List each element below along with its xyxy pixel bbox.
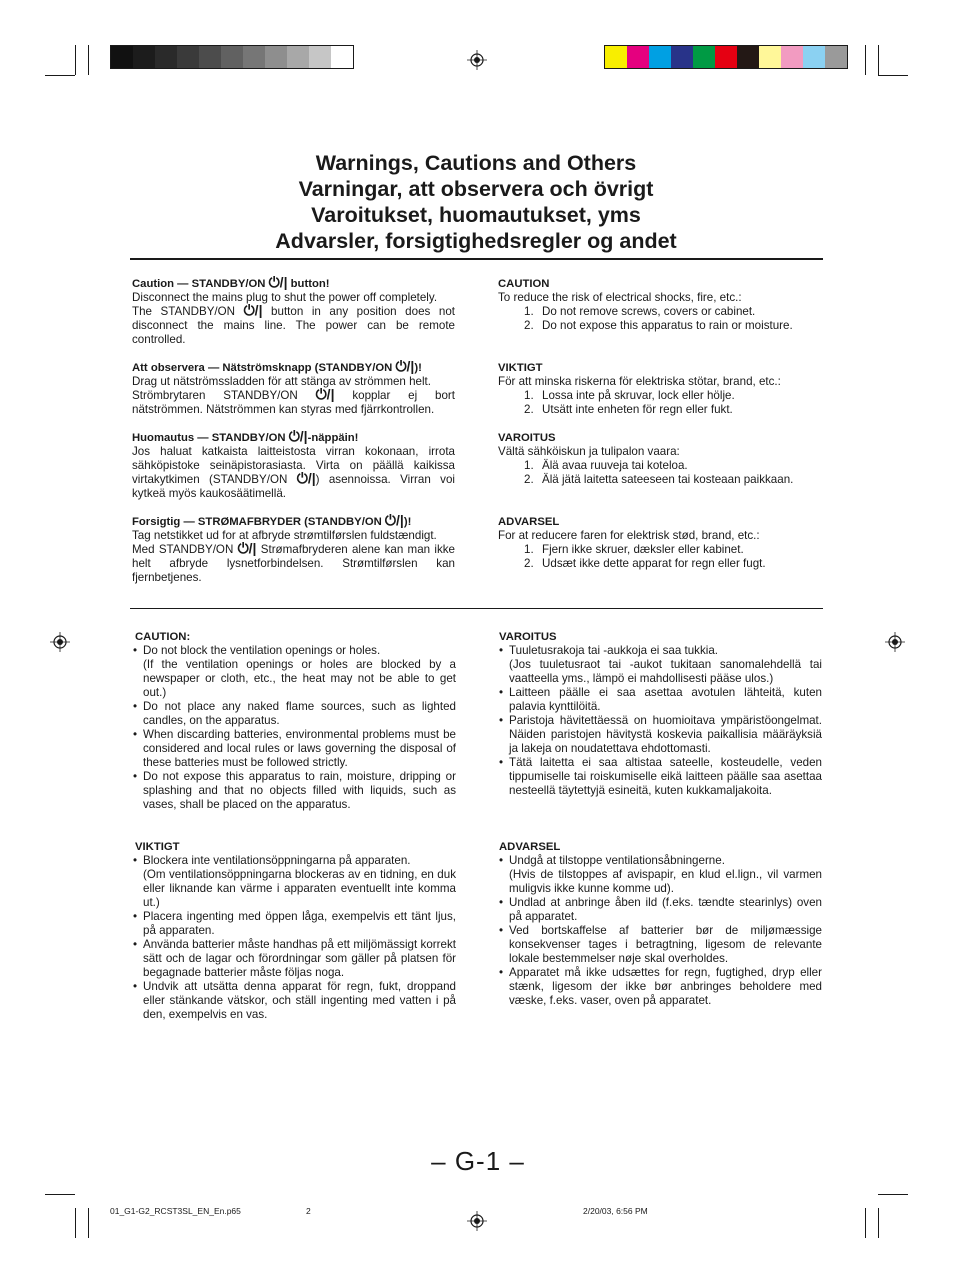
list-item: • Undgå at tilstoppe ventilationsåbningerne. [499, 854, 725, 867]
registration-mark-icon [50, 632, 70, 652]
standby-on-icon: ⏻/| [395, 358, 415, 374]
gray-swatch [177, 46, 199, 68]
standby-on-icon: ⏻/| [243, 302, 263, 318]
list-item: • Do not place any naked flame sources, such as lighted candles, on the apparatus. [133, 700, 456, 727]
gray-swatch [309, 46, 331, 68]
crop-mark [88, 45, 89, 75]
list-item: • Ved bortskaffelse af batterier bør de miljømæssige konsekvenser tages i betragtning, ligesom de relevante lokale bestemmelser nøje skal overholdes. [499, 924, 822, 965]
list-item: • Paristoja hävitettäessä on huomioitava ympäristöongelmat. Näiden paristojen hävitystä koskevia paikallisia määräyksiä ja lakeja on noudatettava ehdottomasti. [499, 714, 822, 755]
list-item: • Placera ingenting med öppen låga, exempelvis ett tänt ljus, på apparaten. [133, 910, 456, 937]
standby-on-icon: ⏻/| [268, 274, 288, 290]
footer-filename: 01_G1-G2_RCST3SL_EN_En.p65 [110, 1206, 241, 1216]
title-line: Varningar, att observera och övrigt [298, 177, 654, 201]
standby-on-icon: ⏻/| [384, 512, 404, 528]
list-item: • Tuuletusrakoja tai -aukkoja ei saa tukkia. [499, 644, 719, 657]
color-swatch [759, 46, 781, 68]
standby-on-icon: ⏻/| [296, 470, 316, 486]
color-swatch [627, 46, 649, 68]
color-swatch [781, 46, 803, 68]
standby-on-icon: ⏻/| [288, 428, 308, 444]
color-swatch [825, 46, 847, 68]
title-rule [130, 258, 823, 260]
title-line: Varoitukset, huomautukset, yms [311, 203, 641, 227]
gray-swatch [265, 46, 287, 68]
upper-right-column [498, 277, 822, 585]
gray-swatch [221, 46, 243, 68]
crop-mark [45, 75, 75, 76]
list-item: • Laitteen päälle ei saa asettaa avotulen lähteitä, kuten palavia kynttilöitä. [499, 686, 822, 713]
viktigt-section: VIKTIGT För att minska riskerna för elektriska stötar, brand, etc.: 1. Lossa inte på skruvar, lock eller hölje. 2. Utsätt inte enheten för regn eller fukt. [498, 362, 781, 416]
varoitus-section: VAROITUS Vältä sähköiskun ja tulipalon vaara: 1. Älä avaa ruuveja tai koteloa. 2. Älä jätä laitetta sateeseen tai kosteaan paikkaan. [498, 432, 794, 486]
gray-swatch [331, 46, 353, 68]
standby-on-icon: ⏻/| [237, 540, 257, 556]
crop-mark [878, 45, 879, 75]
list-item: • Använda batterier måste handhas på ett miljömässigt korrekt sätt och de lagar och förordningar som gäller på platsen för begagnade batterier måste följas noga. [133, 938, 456, 979]
color-swatch [671, 46, 693, 68]
list-item: • Blockera inte ventilationsöppningarna på apparaten. [133, 854, 411, 867]
crop-mark [88, 1208, 89, 1238]
section-divider [130, 608, 823, 609]
gray-swatch [111, 46, 133, 68]
forsigtig-section: Forsigtig — STRØMAFBRYDER (STANDBY/ON ⏻/|)! Tag netstikket ud for at afbryde strømtilførslen fuldstændigt. Med STANDBY/ON ⏻/| Strømafbryderen alene kan man ikke helt afbryde lysnetforbindelsen. Strømtilførslen kan fjernbetjenes. [132, 512, 455, 584]
registration-mark-icon [467, 50, 487, 70]
crop-mark [878, 75, 908, 76]
list-item: • Tätä laitetta ei saa altistaa sateelle, kosteudelle, veden tippumiselle tai roiskumiselle eikä laitteen päälle saa asettaa nesteellä täytettyjä esineitä, kuten kukkamaljakoita. [499, 756, 822, 797]
footer-page: 2 [306, 1206, 311, 1216]
title-line: Warnings, Cautions and Others [315, 151, 637, 175]
color-swatch [693, 46, 715, 68]
color-swatch-bar [604, 45, 848, 69]
list-item: • Apparatet må ikke udsættes for regn, fugtighed, dryp eller stænk, ligesom der ikke bør anbringes beholdere med væske, f.eks. vaser, oven på apparatet. [499, 966, 822, 1007]
advarsel-list-section: ADVARSEL • Undgå at tilstoppe ventilationsåbningerne. (Hvis de tilstoppes af avispapir, en klud el.lign., vil varmen muligvis ikke kunne komme ud). • Undlad at anbringe åben ild (f.eks. tændte stearinlys) oven på apparatet. • Ved bortskaffelse af batterier bør de miljømæssige konsekvenser tages i betragtning, ligesom de relevante lokale bestemmelser nøje skal overholdes. • Apparatet må ikke udsættes for regn, fugtighed, dryp eller stænk, ligesom der ikke bør anbringes beholdere med væske, f.eks. vaser, oven på apparatet. [499, 841, 822, 1007]
advarsel-section: ADVARSEL For at reducere faren for elektrisk stød, brand, etc.: 1. Fjern ikke skruer, dæksler eller kabinet. 2. Udsæt ikke dette apparat for regn eller fugt. [498, 516, 766, 570]
gray-swatch [199, 46, 221, 68]
list-item: • Undvik att utsätta denna apparat för regn, fukt, droppand eller stänkande vätskor, och ställ ingenting med vatten i på den, exempelvis en vas. [133, 980, 456, 1021]
varoitus-list-section: VAROITUS • Tuuletusrakoja tai -aukkoja ei saa tukkia. (Jos tuuletusraot tai -aukot tukitaan sanomalehdellä tai vaatteella yms., lämpö ei mahdollisesti pääse ulos.) • Laitteen päälle ei saa asettaa avotulen lähteitä, kuten palavia kynttilöitä. • Paristoja hävitettäessä on huomioitava ympäristöongelmat. Näiden paristojen hävitystä koskevia paikallisia määräyksiä ja lakeja on noudatettava ehdottomasti. • Tätä laitetta ei saa altistaa sateelle, kosteudelle, veden tippumiselle tai roiskumiselle eikä laitteen päälle saa asettaa nesteellä täytettyjä esineitä, kuten kukkamaljakoita. [499, 631, 822, 797]
registration-mark-icon [885, 632, 905, 652]
grayscale-swatch-bar [110, 45, 354, 69]
list-item: • When discarding batteries, environmental problems must be considered and local rules or laws governing the disposal of these batteries must be followed strictly. [133, 728, 456, 769]
page-title [130, 150, 822, 254]
standby-on-icon: ⏻/| [315, 386, 335, 402]
upper-left-column [132, 274, 455, 599]
viktigt-list-section: VIKTIGT • Blockera inte ventilationsöppningarna på apparaten. (Om ventilationsöppningarna blockeras av en tidning, en duk eller liknande kan värme i apparaten eventuellt inte komma ut.) • Placera ingenting med öppen låga, exempelvis ett tänt ljus, på apparaten. • Använda batterier måste handhas på ett miljömässigt korrekt sätt och de lagar och förordningar som gäller på platsen för begagnade batterier måste följas noga. • Undvik att utsätta denna apparat för regn, fukt, droppand eller stänkande vätskor, och ställ ingenting med vatten i på den, exempelvis en vas. [133, 841, 456, 1021]
crop-mark [75, 45, 76, 75]
list-item: • Do not expose this apparatus to rain, moisture, dripping or splashing and that no objects filled with liquids, such as vases, shall be placed on the apparatus. [133, 770, 456, 811]
crop-mark [878, 1194, 908, 1195]
list-item: • Do not block the ventilation openings or holes. [133, 644, 381, 657]
att-observera-section: Att observera — Nätströmsknapp (STANDBY/ON ⏻/|)! Drag ut nätströmssladden för att stänga av strömmen helt. Strömbrytaren STANDBY/ON ⏻/| kopplar ej bort nätströmmen. Nätströmmen kan styras med fjärrkontrollen. [132, 358, 455, 416]
crop-mark [45, 1194, 75, 1195]
gray-swatch [243, 46, 265, 68]
gray-swatch [155, 46, 177, 68]
color-swatch [737, 46, 759, 68]
caution-section: CAUTION To reduce the risk of electrical shocks, fire, etc.: 1. Do not remove screws, covers or cabinet. 2. Do not expose this apparatus to rain or moisture. [498, 278, 793, 332]
crop-mark [865, 1208, 866, 1238]
page-number: – G-1 – [431, 1146, 525, 1176]
crop-mark [865, 45, 866, 75]
huomautus-section: Huomautus — STANDBY/ON ⏻/|-näppäin! Jos haluat katkaista laitteistosta virran kokonaan, irrota sähköpistoke seinäpistorasiasta. Virta on päällä kaikissa virtakytkimen (STANDBY/ON ⏻/|) asennoissa. Virran voi kytkeä myös kaukosäätimellä. [132, 428, 455, 500]
list-item: • Undlad at anbringe åben ild (f.eks. tændte stearinlys) oven på apparatet. [499, 896, 822, 923]
color-swatch [715, 46, 737, 68]
title-line: Advarsler, forsigtighedsregler og andet [275, 229, 677, 253]
caution-list-section: CAUTION: • Do not block the ventilation openings or holes. (If the ventilation openings or holes are blocked by a newspaper or cloth, etc., the heat may not be able to get out.) • Do not place any naked flame sources, such as lighted candles, on the apparatus. • When discarding batteries, environmental problems must be considered and local rules or laws governing the disposal of these batteries must be followed strictly. • Do not expose this apparatus to rain, moisture, dripping or splashing and that no objects filled with liquids, such as vases, shall be placed on the apparatus. [133, 631, 456, 811]
footer-timestamp: 2/20/03, 6:56 PM [583, 1206, 648, 1216]
gray-swatch [133, 46, 155, 68]
gray-swatch [287, 46, 309, 68]
crop-mark [878, 1208, 879, 1238]
color-swatch [649, 46, 671, 68]
registration-mark-icon [467, 1211, 487, 1231]
caution-standby-section: Caution — STANDBY/ON ⏻/| button! Disconnect the mains plug to shut the power off completely. The STANDBY/ON ⏻/| button in any position does not disconnect the mains line. The power can be remote controlled. [132, 274, 455, 346]
crop-mark [75, 1208, 76, 1238]
color-swatch [803, 46, 825, 68]
color-swatch [605, 46, 627, 68]
